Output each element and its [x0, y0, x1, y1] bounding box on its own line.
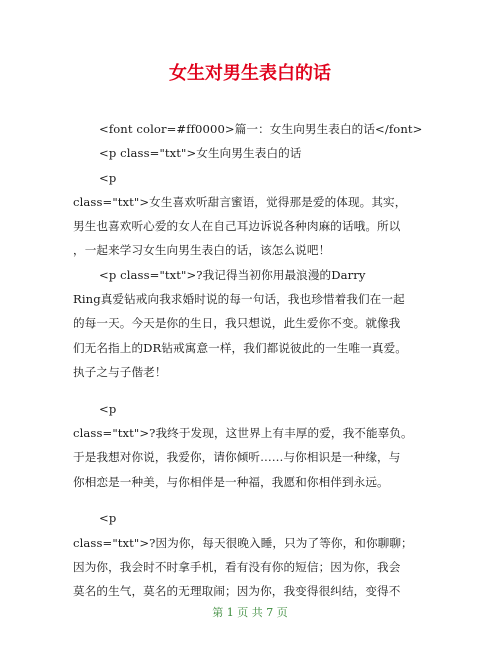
text-line: <p — [99, 170, 117, 185]
document-body — [73, 117, 428, 604]
text-line: 的每一天。今天是你的生日，我只想说，此生爱你不变。就像我 — [73, 316, 401, 331]
text-line: <font color=#ff0000>篇一：女生向男生表白的话</font> — [99, 122, 423, 136]
text-line: 因为你，我会时不时拿手机，看有没有你的短信；因为你，我会 — [73, 560, 401, 575]
text-line: 们无名指上的DR钻戒寓意一样，我们都说彼此的一生唯一真爱。 — [73, 340, 407, 355]
text-line: class="txt">?我终于发现，这世界上有丰厚的爱，我不能辜负。 — [73, 426, 413, 441]
text-line: Ring真爱钻戒向我求婚时说的每一句话，我也珍惜着我们在一起 — [73, 292, 405, 307]
text-line: 你相恋是一种美，与你相伴是一种福，我愿和你相伴到永远。 — [73, 474, 389, 489]
paragraph-gap — [73, 494, 428, 507]
paragraph-gap — [73, 384, 428, 397]
text-line: class="txt">?因为你，每天很晚入睡，只为了等你，和你聊聊； — [73, 535, 413, 550]
text-line: <p class="txt">?我记得当初你用最浪漫的Darry — [99, 267, 366, 282]
text-line: 执子之与子偕老！ — [73, 364, 167, 379]
text-line: class="txt">女生喜欢听甜言蜜语，觉得那是爱的体现。其实， — [73, 194, 407, 209]
text-line: <p — [99, 511, 117, 526]
text-line: 于是我想对你说，我爱你，请你倾听……与你相识是一种缘，与 — [73, 450, 401, 465]
text-line: ，一起来学习女生向男生表白的话，该怎么说吧！ — [73, 243, 331, 258]
text-line: 莫名的生气，莫名的无理取闹；因为你，我变得很纠结，变得不 — [73, 584, 401, 599]
page-footer: 第 1 页 共 7 页 — [212, 606, 288, 619]
text-line: <p — [99, 401, 117, 416]
document-title: 女生对男生表白的话 — [169, 63, 331, 84]
text-line: <p class="txt">女生向男生表白的话 — [99, 146, 302, 161]
text-line: 男生也喜欢听心爱的女人在自己耳边诉说各种肉麻的话哦。所以 — [73, 219, 401, 234]
